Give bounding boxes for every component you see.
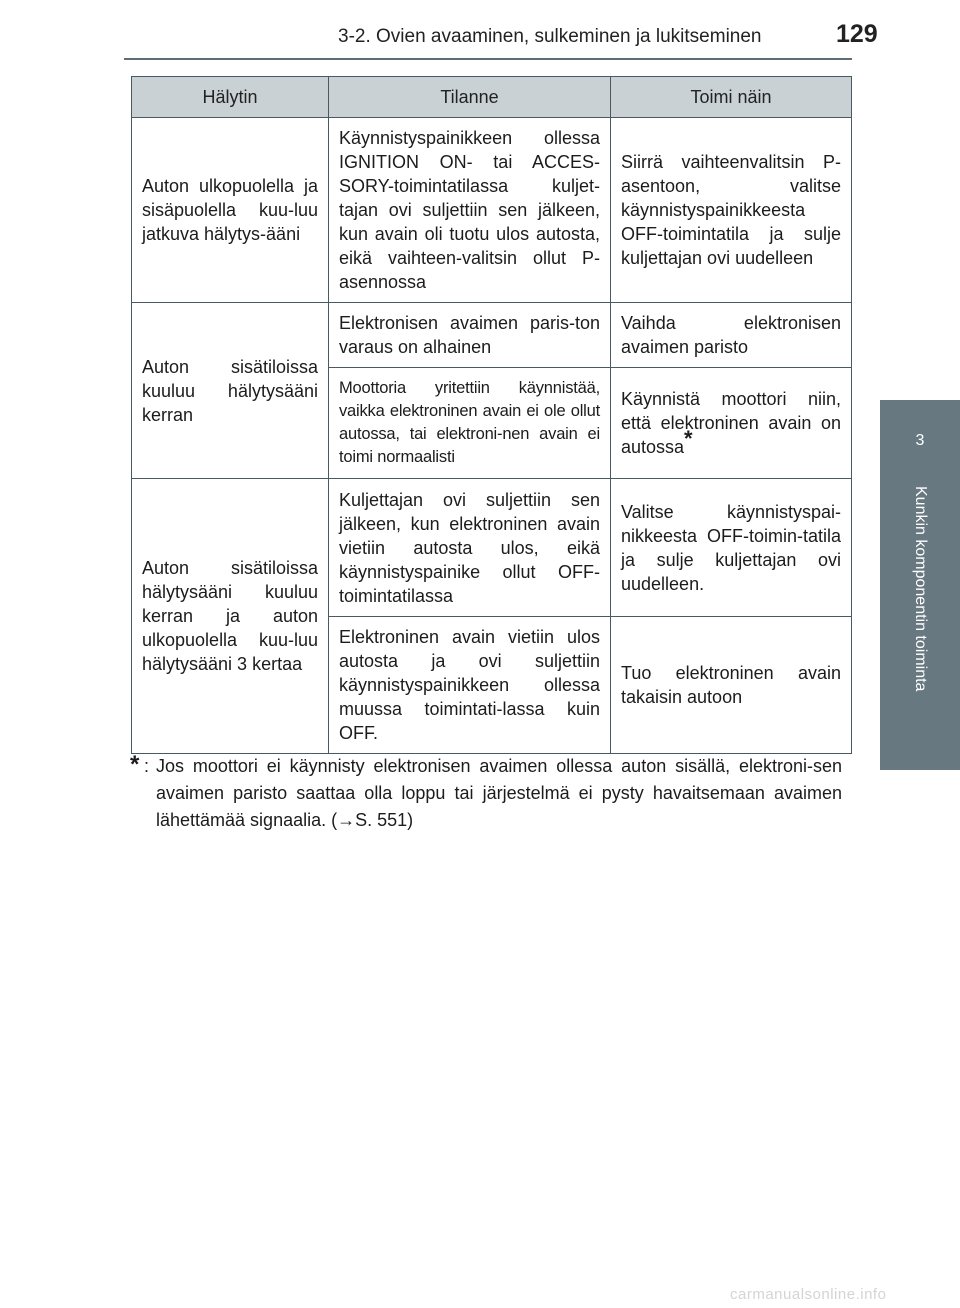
alarm-table: [131, 76, 852, 754]
action-cell: [611, 368, 852, 479]
header-rule: [124, 58, 852, 60]
situation-cell: Moottoria yritettiin käynnistää, vaikka elektroninen avain ei ole ollut autossa, tai elektroni-nen avain ei toimi normaalisti: [329, 368, 611, 479]
table-row: [132, 303, 852, 368]
footnote-text: Jos moottori ei käynnisty elektronisen avaimen ollessa auton sisällä, elektroni-sen avaimen paristo saattaa olla loppu tai järjestelmä ei pysty havaitsemaan avaimen lähettämää signaalia. (→S. 551): [156, 756, 842, 830]
chapter-title: Kunkin komponentin toiminta: [912, 486, 929, 692]
column-header-alarm: Hälytin: [132, 77, 329, 118]
footnote-marker: *: [684, 426, 693, 451]
situation-cell: Elektronisen avaimen paris-ton varaus on alhainen: [329, 303, 611, 368]
situation-cell: Elektroninen avain vietiin ulos autosta ja ovi suljettiin käynnistyspainikkeen ollessa muussa toimintati-lassa kuin OFF.: [329, 617, 611, 754]
chapter-number: 3: [915, 432, 925, 449]
column-header-situation: Tilanne: [329, 77, 611, 118]
action-cell: Valitse käynnistyspai-nikkeesta OFF-toimin-tatila ja sulje kuljettajan ovi uudelleen.: [611, 479, 852, 617]
situation-cell: Kuljettajan ovi suljettiin sen jälkeen, kun elektroninen avain vietiin autosta ulos, eikä käynnistyspainike ollut OFF-toimintatilassa: [329, 479, 611, 617]
alarm-cell: Auton ulkopuolella ja sisäpuolella kuu-luu jatkuva hälytys-ääni: [132, 118, 329, 303]
section-title: 3-2. Ovien avaaminen, sulkeminen ja lukitseminen: [338, 26, 762, 47]
chapter-side-tab: [880, 400, 960, 770]
alarm-cell: Auton sisätiloissa hälytysääni kuuluu kerran ja auton ulkopuolella kuu-luu hälytysääni 3 kertaa: [132, 479, 329, 754]
table-header-row: [132, 77, 852, 118]
page-number: 129: [836, 20, 878, 48]
action-cell: Tuo elektroninen avain takaisin autoon: [611, 617, 852, 754]
column-header-action: Toimi näin: [611, 77, 852, 118]
action-cell: Siirrä vaihteenvalitsin P-asentoon, valitse käynnistyspainikkeesta OFF-toimintatila ja sulje kuljettajan ovi uudelleen: [611, 118, 852, 303]
alarm-cell: Auton sisätiloissa kuuluu hälytysääni kerran: [132, 303, 329, 479]
action-text: Käynnistä moottori niin, että elektroninen avain on autossa: [621, 389, 841, 457]
footnote: [130, 753, 842, 834]
footnote-mark: *: [130, 751, 140, 778]
situation-cell: Käynnistyspainikkeen ollessa IGNITION ON- tai ACCES-SORY-toimintatilassa kuljet-tajan ovi suljettiin sen jälkeen, kun avain oli tuotu ulos autosta, eikä vaihteen-valitsin ollut P-asennossa: [329, 118, 611, 303]
table-row: [132, 118, 852, 303]
watermark: carmanualsonline.info: [730, 1286, 887, 1303]
footnote-separator: :: [144, 756, 150, 776]
action-cell: Vaihda elektronisen avaimen paristo: [611, 303, 852, 368]
table-row: [132, 479, 852, 617]
